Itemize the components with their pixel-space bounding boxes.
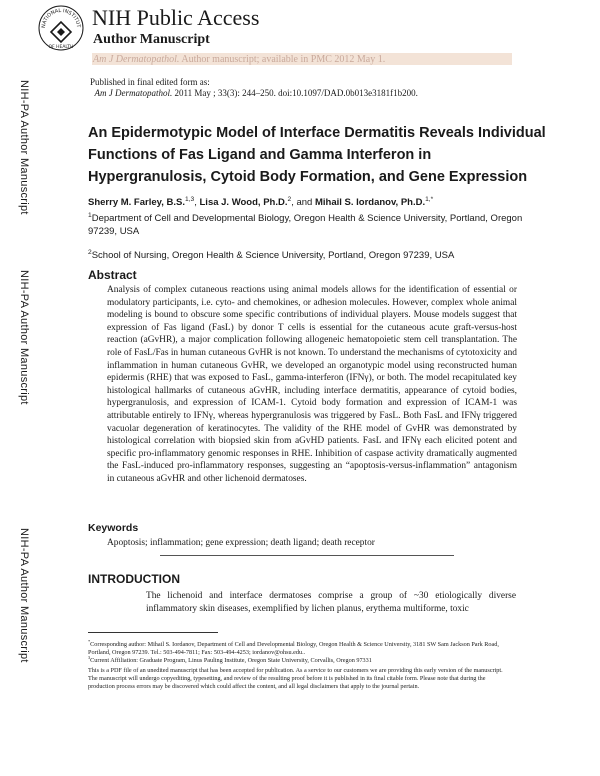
footnote-2-sup: 3 xyxy=(88,655,91,660)
footnote-2-text: Current Affiliation: Graduate Program, Linus Pauling Institute, Oregon State University, Corvallis, Oregon 97331 xyxy=(90,657,372,665)
author-and: , and xyxy=(291,197,313,209)
side-label-middle: NIH-PA Author Manuscript xyxy=(18,270,30,405)
introduction-text: The lichenoid and interface dermatoses comprise a group of ~30 etiologically diverse inflammatory skin diseases, exemplified by lichen planus, erythema multiforme, toxic xyxy=(146,591,516,614)
svg-text:NATIONAL INSTITUTES: NATIONAL INSTITUT xyxy=(40,7,82,29)
footnote-1-sup: * xyxy=(88,639,91,644)
header-journal-abbrev: Am J Dermatopathol. xyxy=(93,54,180,65)
side-label-top: NIH-PA Author Manuscript xyxy=(18,80,30,215)
affiliation-1-text: Department of Cell and Developmental Biology, Oregon Health & Science University, Portland, Oregon 97239, USA xyxy=(88,213,523,237)
author-1: Sherry M. Farley, B.S. xyxy=(88,197,185,209)
header-availability: Author manuscript; available in PMC 2012 May 1. xyxy=(181,54,386,65)
footnote-current-affiliation xyxy=(88,654,508,665)
affiliation-2 xyxy=(88,247,533,263)
author-1-sup: 1,3 xyxy=(184,196,195,203)
article-title: An Epidermotypic Model of Interface Dermatitis Reveals Individual Functions of Fas Ligand and Gamma Interferon in Hypergranulosis, Cytoid Body Formation, and Gene Expression xyxy=(88,125,546,185)
published-in-label: Published in final edited form as: xyxy=(90,77,210,87)
keywords-divider xyxy=(160,555,454,556)
abstract-text: Analysis of complex cutaneous reactions using animal models allows for the identification of essential or modulatory participants, i.e. cyto- and chemokines, or adhesion molecules. However, complex whole animal modeling is bound to obscure some specific contributions of individual players. Mouse models suggest that expression of Fas ligand (FasL) by donor T cells is essential for the cutaneous acute graft-versus-host reaction (aGvHR), a major complication following allogeneic hematopoietic stem cell transplantation. The role of FasL/Fas in human cutaneous GvHR is not known. To understand the mechanisms of cytotoxicity and inflammation in human cutaneous GvHR, we developed an organotypic model using reconstructed human epidermis (RHE) that was exposed to FasL, gamma-interferon (IFNγ), or both. The model recapitulated key histological hallmarks of cutaneous aGvHR, including interface dermatitis, appearance of cytoid bodies, hypergranulosis, and expression of ICAM-1. Cytoid body formation and expression of ICAM-1 was attributable entirely to IFNγ, whereas hypergranulosis was triggered by FasL. Both FasL and IFNγ triggered vacuolar degeneration of keratinocytes. The validity of the RHE model of GvHR was demonstrated by histological correlation with biopsied skin from aGvHD patients. FasL and IFNγ each elicited potent and specific pro-inflammatory genomic responses in RHE. Inhibition of caspase activity dramatically augmented the FasL-induced pro-inflammatory responses, suggesting an “apoptosis-versus-inflammation” antagonism in cutaneous aGvHR and other lichenoid dermatoses. xyxy=(107,285,517,484)
author-2: Lisa J. Wood, Ph.D. xyxy=(199,197,288,209)
header-subtitle: Author Manuscript xyxy=(93,32,210,47)
affiliation-2-text: School of Nursing, Oregon Health & Science University, Portland, Oregon 97239, USA xyxy=(91,250,455,262)
citation-details: 2011 May ; 33(3): 244–250. doi:10.1097/DAD.0b013e3181f1b200. xyxy=(174,88,418,98)
manuscript-notice: This is a PDF file of an unedited manuscript that has been accepted for publication. As a service to our customers we are providing this early version of the manuscript. The manuscript will undergo copyediting, typesetting, and review of the resulting proof before it is published in its final citable form. Please note that during the production process errors may be discovered which could affect the content, and all legal disclaimers that apply to the journal pertain. xyxy=(88,667,503,690)
abstract-heading: Abstract xyxy=(88,268,137,282)
introduction-heading: INTRODUCTION xyxy=(88,572,180,586)
affiliation-1-sup: 1 xyxy=(88,212,92,219)
affiliation-1 xyxy=(88,210,533,238)
author-3-sup: 1,* xyxy=(425,196,434,203)
header-title: NIH Public Access xyxy=(92,5,260,30)
svg-text:OF HEALTH: OF HEALTH xyxy=(48,45,74,50)
author-3: Mihail S. Iordanov, Ph.D. xyxy=(314,197,426,209)
citation-journal: Am J Dermatopathol. xyxy=(94,88,173,98)
affiliation-2-sup: 2 xyxy=(88,249,92,256)
header-journal-line xyxy=(93,54,385,65)
keywords-heading: Keywords xyxy=(88,522,139,534)
author-list: Sherry M. Farley, B.S.$^{1,3}$, Lisa J. Wood, Ph.D.$^2$, and Mihail S. Iordanov, Ph.D.$^{1,*}$ xyxy=(88,196,434,209)
citation-line xyxy=(90,88,418,98)
nih-logo xyxy=(37,4,85,52)
side-label-bottom: NIH-PA Author Manuscript xyxy=(18,528,30,663)
keywords-text: Apoptosis; inflammation; gene expression; death ligand; death receptor xyxy=(107,538,375,548)
footnote-1-text: Corresponding author: Mihail S. Iordanov, Department of Cell and Developmental Biology, Oregon Health & Science University, 3181 SW Sam Jackson Park Road, Portland, Oregon 97239. Tel.: 503-494-7811; Fax: 503-494-4253; iordanov@ohsu.edu.. xyxy=(88,641,499,657)
author-2-sup: 2 xyxy=(287,196,292,203)
footnote-divider xyxy=(88,632,218,633)
